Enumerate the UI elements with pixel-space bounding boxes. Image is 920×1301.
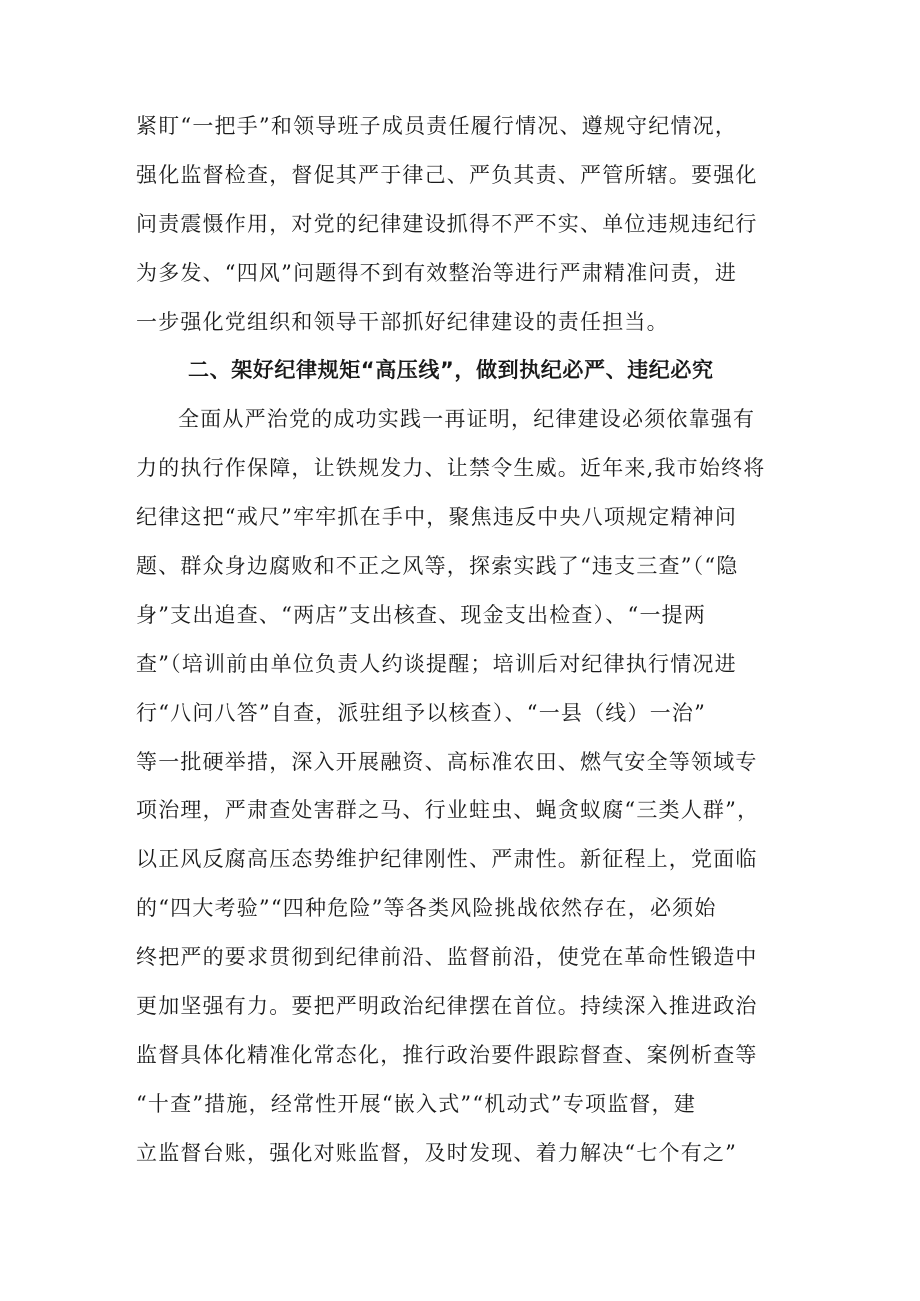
body-line: 等一批硬举措，深入开展融资、高标准农田、燃气安全等领域专 [136, 749, 758, 774]
body-line: 的“四大考验”“四种危险”等各类风险挑战依然存在，必须始 [136, 896, 717, 921]
body-line: 力的执行作保障，让铁规发力、让禁令生威。近年来,我市始终将 [136, 456, 766, 481]
body-line: 终把严的要求贯彻到纪律前沿、监督前沿，使党在革命性锻造中 [136, 945, 758, 970]
body-line: 题、群众身边腐败和不正之风等，探索实践了“违支三查”（“隐 [136, 554, 739, 579]
body-line: 立监督台账，强化对账监督，及时发现、着力解决“七个有之” [136, 1140, 738, 1165]
body-line: 强化监督检查，督促其严于律己、严负其责、严管所辖。要强化 [136, 162, 758, 187]
body-line: 更加坚强有力。要把严明政治纪律摆在首位。持续深入推进政治 [136, 994, 758, 1019]
body-line: “十查”措施，经常性开展“嵌入式”“机动式”专项监督，建 [136, 1091, 697, 1116]
body-line: 行“八问八答”自查，派驻组予以核查）、“一县（线）一治” [136, 700, 707, 725]
body-line: 身”支出追查、“两店”支出核查、现金支出检查）、“一提两 [136, 602, 707, 627]
body-line: 一步强化党组织和领导干部抓好纪律建设的责任担当。 [136, 309, 669, 334]
document-body [136, 102, 786, 1178]
body-line: 以正风反腐高压态势维护纪律刚性、严肃性。新征程上，党面临 [136, 847, 758, 872]
section-heading: 二、架好纪律规矩“高压线”，做到执纪必严、违纪必究 [188, 358, 714, 383]
body-line: 监督具体化精准化常态化，推行政治要件跟踪督查、案例析查等 [136, 1042, 758, 1067]
body-line: 紧盯“一把手”和领导班子成员责任履行情况、遵规守纪情况， [136, 114, 738, 138]
body-line: 为多发、“四风”问题得不到有效整治等进行严肃精准问责，进 [136, 260, 738, 285]
body-line: 全面从严治党的成功实践一再证明，纪律建设必须依靠强有 [178, 407, 756, 432]
body-line: 查”（培训前由单位负责人约谈提醒；培训后对纪律执行情况进 [136, 651, 737, 676]
body-line: 问责震慑作用，对党的纪律建设抓得不严不实、单位违规违纪行 [136, 211, 758, 236]
body-line: 项治理，严肃查处害群之马、行业蛀虫、蝇贪蚁腐“三类人群”， [136, 798, 760, 823]
body-line: 纪律这把“戒尺”牢牢抓在手中，聚焦违反中央八项规定精神问 [136, 505, 738, 530]
